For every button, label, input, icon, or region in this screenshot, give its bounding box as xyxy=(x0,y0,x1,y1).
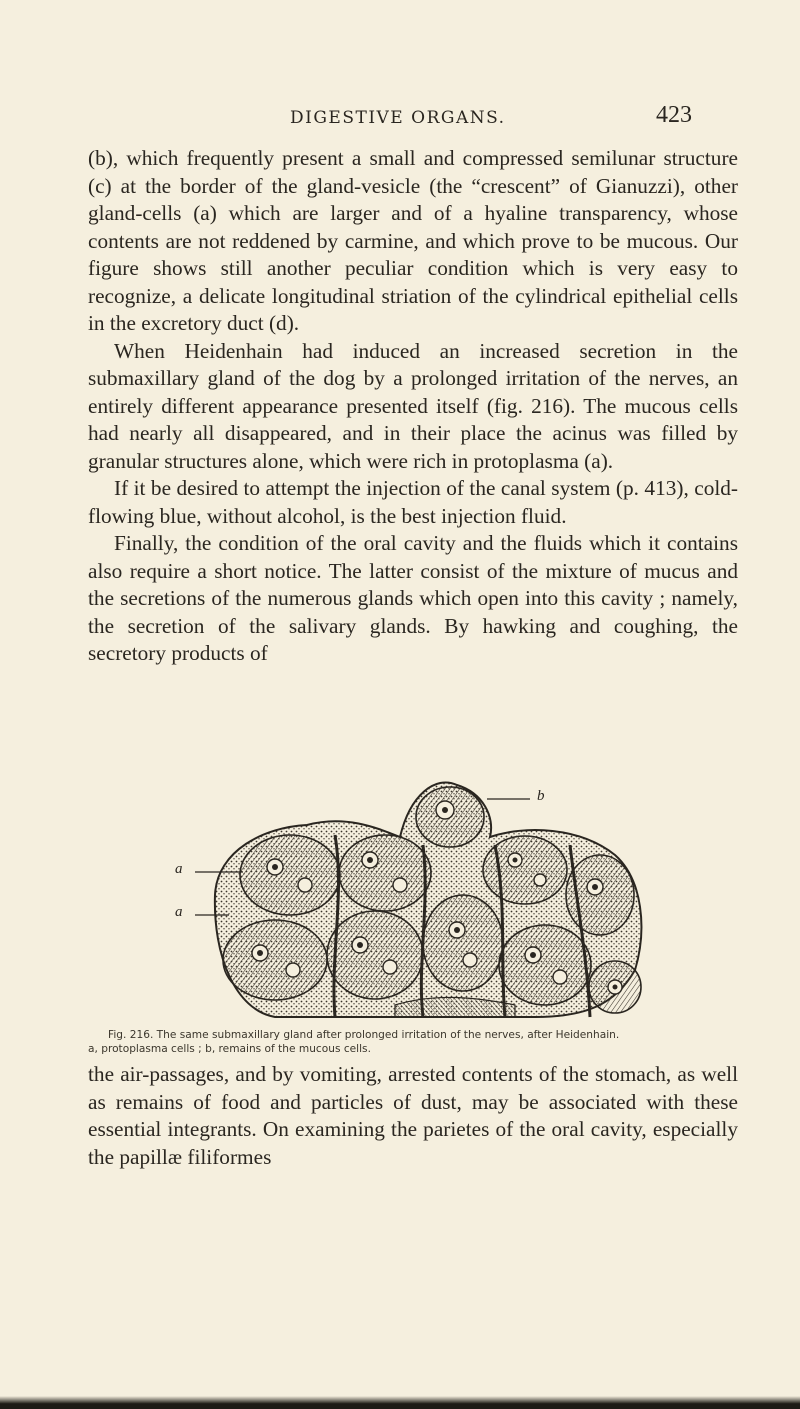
acinus-left-lower xyxy=(223,920,327,1000)
figure-label-a-upper: a xyxy=(175,861,183,877)
acinus-center-lower xyxy=(327,911,423,999)
gland-engraving xyxy=(195,755,650,1025)
running-head: DIGESTIVE ORGANS. xyxy=(290,108,506,128)
figure-caption xyxy=(88,1028,748,1056)
paragraph-continuation: (b), which frequently present a small and compressed semilunar structure (c) at the border of the gland-vesicle (the “crescent” of Gianuzzi), other gland-cells (a) which are larger and of a hyaline transparency, whose contents are not reddened by carmine, and which prove to be mucous. Our figure shows still another peculiar condition which is very easy to recognize, a delicate longitudinal striation of the cylindrical epithelial cells in the excretory duct (d). xyxy=(88,146,738,335)
paragraph-air-passages: the air-passages, and by vomiting, arrested contents of the stomach, as well as remains of food and particles of dust, may be associated with these essential integrants. On examining the parietes of the oral cavity, especially the papillæ filiformes xyxy=(88,1062,738,1169)
body-text-top xyxy=(88,145,738,668)
figure-label-b: b xyxy=(537,788,545,804)
figure-label-a-lower: a xyxy=(175,904,183,920)
paragraph-injection: If it be desired to attempt the injection of the canal system (p. 413), cold-flowing blue, without alcohol, is the best injection fluid. xyxy=(88,476,738,528)
body-text-bottom xyxy=(88,1061,738,1171)
caption-line-1: Fig. 216. The same submaxillary gland after prolonged irritation of the nerves, after Heidenhain. xyxy=(108,1029,620,1041)
acinus-mid-lower xyxy=(423,895,503,991)
page-number: 423 xyxy=(656,102,692,128)
acinus-center-upper xyxy=(339,835,431,911)
page-bottom-edge xyxy=(0,1396,800,1409)
acinus-left-upper xyxy=(240,835,340,915)
caption-line-2: a, protoplasma cells ; b, remains of the mucous cells. xyxy=(88,1043,371,1055)
page-header xyxy=(0,102,800,138)
acinus-right-lower xyxy=(499,925,591,1005)
paragraph-heidenhain: When Heidenhain had induced an increased secretion in the submaxillary gland of the dog by a prolonged irritation of the nerves, an entirely different appearance presented itself (fig. 216). The mucous cells had nearly all disappeared, and in their place the acinus was filled by granular structures alone, which were rich in protoplasma (a). xyxy=(88,338,738,473)
figure-216-illustration xyxy=(175,755,650,1025)
paragraph-oral-cavity: Finally, the condition of the oral cavity and the fluids which it contains also require a short notice. The latter consist of the mixture of mucus and the secretions of the numerous glands which open into this cavity ; namely, the secretion of the salivary glands. By hawking and coughing, the secretory products of xyxy=(88,531,738,665)
